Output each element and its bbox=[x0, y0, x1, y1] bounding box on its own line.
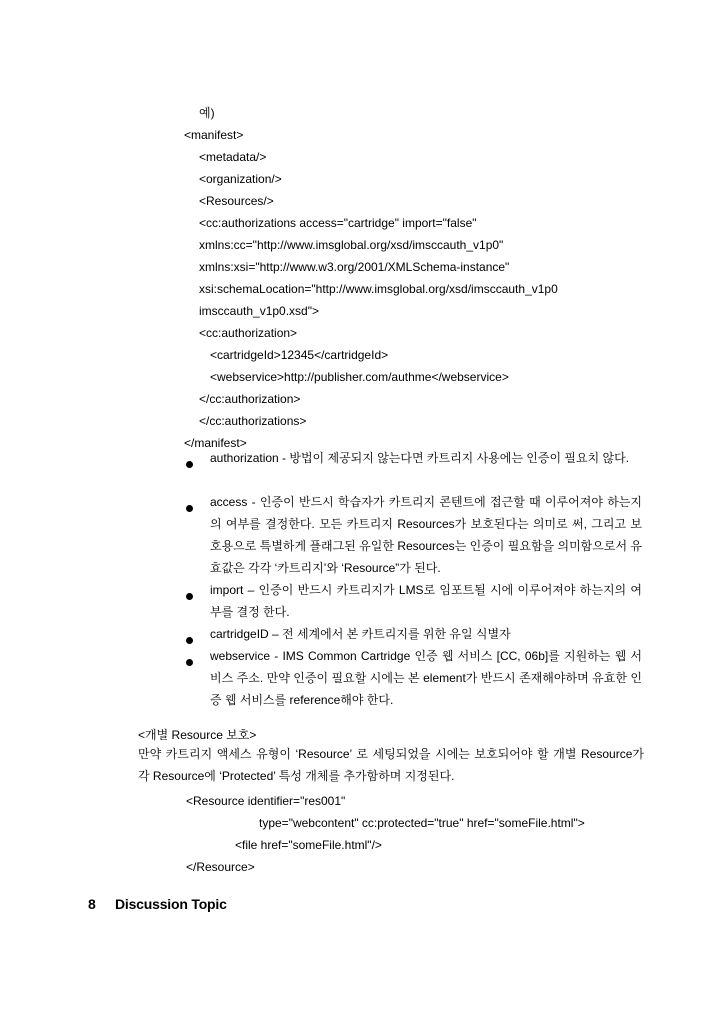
code-line: <Resource identifier="res001" bbox=[186, 794, 346, 808]
code-line: <webservice>http://publisher.com/authme</webservice> bbox=[210, 370, 509, 384]
bullet-item-cartridgeid: cartridgeID – 전 세계에서 본 카트리지를 위한 유일 식별자 bbox=[210, 627, 511, 641]
bullet-icon bbox=[186, 461, 193, 468]
code-line: xmlns:cc="http://www.imsglobal.org/xsd/imsccauth_v1p0" bbox=[199, 238, 504, 252]
code-line: <file href="someFile.html"/> bbox=[235, 838, 382, 852]
code-line: <cc:authorizations access="cartridge" import="false" bbox=[199, 216, 477, 230]
section-subheading: <개별 Resource 보호> bbox=[138, 728, 257, 742]
code-line: </cc:authorizations> bbox=[199, 414, 307, 428]
section-paragraph: 만약 카트리지 액세스 유형이 ‘Resource’ 로 세팅되었을 시에는 보호되어야 할 개별 Resource가 각 Resource에 ‘Protected’ 특성 개체를 추가함하며 지정된다. bbox=[138, 747, 644, 783]
bullet-item-authorization: authorization - 방법이 제공되지 않는다면 카트리지 사용에는 인증이 필요치 않다. bbox=[210, 451, 630, 465]
code-line: xsi:schemaLocation="http://www.imsglobal.org/xsd/imsccauth_v1p0 bbox=[199, 282, 558, 296]
code-line: imsccauth_v1p0.xsd"> bbox=[199, 304, 319, 318]
bullet-icon bbox=[186, 593, 193, 600]
code-line: xmlns:xsi="http://www.w3.org/2001/XMLSchema-instance" bbox=[199, 260, 510, 274]
code-line: </cc:authorization> bbox=[199, 392, 301, 406]
bullet-icon bbox=[186, 659, 193, 666]
code-line: </manifest> bbox=[184, 436, 247, 450]
bullet-item-webservice: webservice - IMS Common Cartridge 인증 웹 서비스 [CC, 06b]를 지원하는 웹 서비스 주소. 만약 인증이 필요할 시에는 본 element가 반드시 존재해야하며 유효한 인증 웹 서비스를 reference해야 한다. bbox=[210, 649, 642, 707]
code-line: </Resource> bbox=[186, 860, 255, 874]
code-line: <Resources/> bbox=[199, 194, 274, 208]
code-line: <cc:authorization> bbox=[199, 326, 298, 340]
example-label: 예) bbox=[199, 106, 215, 120]
bullet-icon bbox=[186, 505, 193, 512]
bullet-item-access: access - 인증이 반드시 학습자가 카트리지 콘텐트에 접근할 때 이루어져야 하는지의 여부를 결정한다. 모든 카트리지 Resources가 보호된다는 의미로 써, 그리고 보호용으로 특별하게 플래그된 유일한 Resources는 인증이 필요함을 의미함으로서 유효값은 각각 ‘카트리지’와 ‘Resource”가 된다. bbox=[210, 495, 642, 575]
code-line: <cartridgeId>12345</cartridgeId> bbox=[210, 348, 389, 362]
code-line: <organization/> bbox=[199, 172, 282, 186]
section-number: 8 bbox=[88, 896, 96, 912]
bullet-icon bbox=[186, 637, 193, 644]
section-title: Discussion Topic bbox=[115, 896, 227, 912]
code-line: <manifest> bbox=[184, 128, 244, 142]
code-line: <metadata/> bbox=[199, 150, 267, 164]
code-line: type="webcontent" cc:protected="true" href="someFile.html"> bbox=[259, 816, 585, 830]
bullet-item-import: import – 인증이 반드시 카트리지가 LMS로 임포트될 시에 이루어져야 하는지의 여부를 결정 한다. bbox=[210, 583, 642, 619]
